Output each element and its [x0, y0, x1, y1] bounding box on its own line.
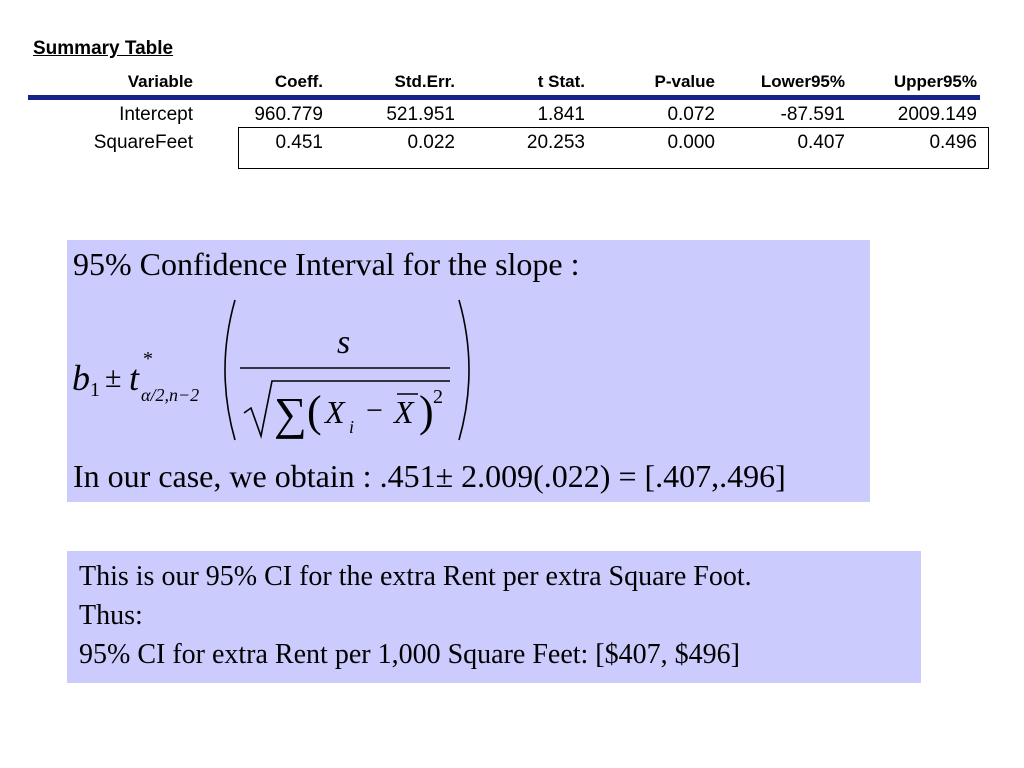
- row-squarefeet-std-err: 0.022: [407, 132, 455, 153]
- formula-x-bar: X: [394, 394, 414, 430]
- formula-t-star: *: [143, 348, 153, 370]
- header-std-err: Std.Err.: [394, 72, 455, 91]
- header-lower95: Lower95%: [760, 72, 845, 91]
- interpretation-note-box: [67, 551, 921, 683]
- formula-minus: −: [366, 394, 383, 427]
- header-coeff: Coeff.: [274, 72, 323, 91]
- row-intercept-std-err: 521.951: [386, 104, 455, 125]
- formula-sum-sign: ∑: [274, 388, 307, 439]
- row-intercept-variable: Intercept: [119, 104, 193, 125]
- row-squarefeet-lower95: 0.407: [797, 132, 845, 153]
- formula-x-i: X: [325, 394, 345, 430]
- row-squarefeet-p-value: 0.000: [667, 132, 715, 153]
- row-squarefeet-t-stat: 20.253: [526, 132, 585, 153]
- summary-table-title: Summary Table: [33, 38, 174, 59]
- ci-formula: [67, 295, 487, 455]
- formula-plus-minus: ±: [105, 361, 122, 394]
- header-variable: Variable: [127, 72, 193, 91]
- formula-left-paren: [225, 300, 235, 440]
- row-intercept-p-value: 0.072: [667, 104, 715, 125]
- row-intercept-t-stat: 1.841: [537, 104, 585, 125]
- ci-result: In our case, we obtain : .451± 2.009(.022) = [.407,.496]: [73, 458, 786, 494]
- row-intercept-coeff: 960.779: [254, 104, 323, 125]
- row-squarefeet-upper95: 0.496: [929, 132, 977, 153]
- note-line-2: Thus:: [79, 600, 143, 631]
- confidence-interval-box: [67, 240, 870, 502]
- row-squarefeet-coeff: 0.451: [275, 132, 323, 153]
- row-intercept-lower95: -87.591: [780, 104, 845, 125]
- note-line-3: 95% CI for extra Rent per 1,000 Square Feet: [$407, $496]: [79, 639, 740, 670]
- formula-right-paren: [459, 300, 469, 440]
- header-t-stat: t Stat.: [537, 72, 585, 91]
- formula-inner-right-paren: ): [419, 387, 434, 436]
- table-header-row: [0, 68, 990, 96]
- formula-t-subscript: α/2,n−2: [141, 385, 200, 405]
- table-header-rule: [28, 95, 980, 100]
- header-upper95: Upper95%: [893, 72, 977, 91]
- formula-inner-left-paren: (: [307, 387, 322, 436]
- squarefeet-highlight-box: [238, 127, 989, 169]
- formula-x-i-subscript: i: [349, 417, 355, 437]
- formula-square: 2: [433, 386, 443, 408]
- header-p-value: P-value: [654, 72, 715, 91]
- table-row: [0, 101, 990, 129]
- row-squarefeet-variable: SquareFeet: [93, 132, 193, 153]
- formula-t: t: [129, 358, 140, 398]
- ci-heading: 95% Confidence Interval for the slope :: [73, 246, 580, 282]
- formula-b: b: [72, 358, 90, 398]
- formula-b-subscript: 1: [90, 379, 100, 401]
- row-intercept-upper95: 2009.149: [897, 104, 977, 125]
- note-line-1: This is our 95% CI for the extra Rent per extra Square Foot.: [79, 561, 752, 592]
- formula-numerator-s: s: [337, 324, 351, 361]
